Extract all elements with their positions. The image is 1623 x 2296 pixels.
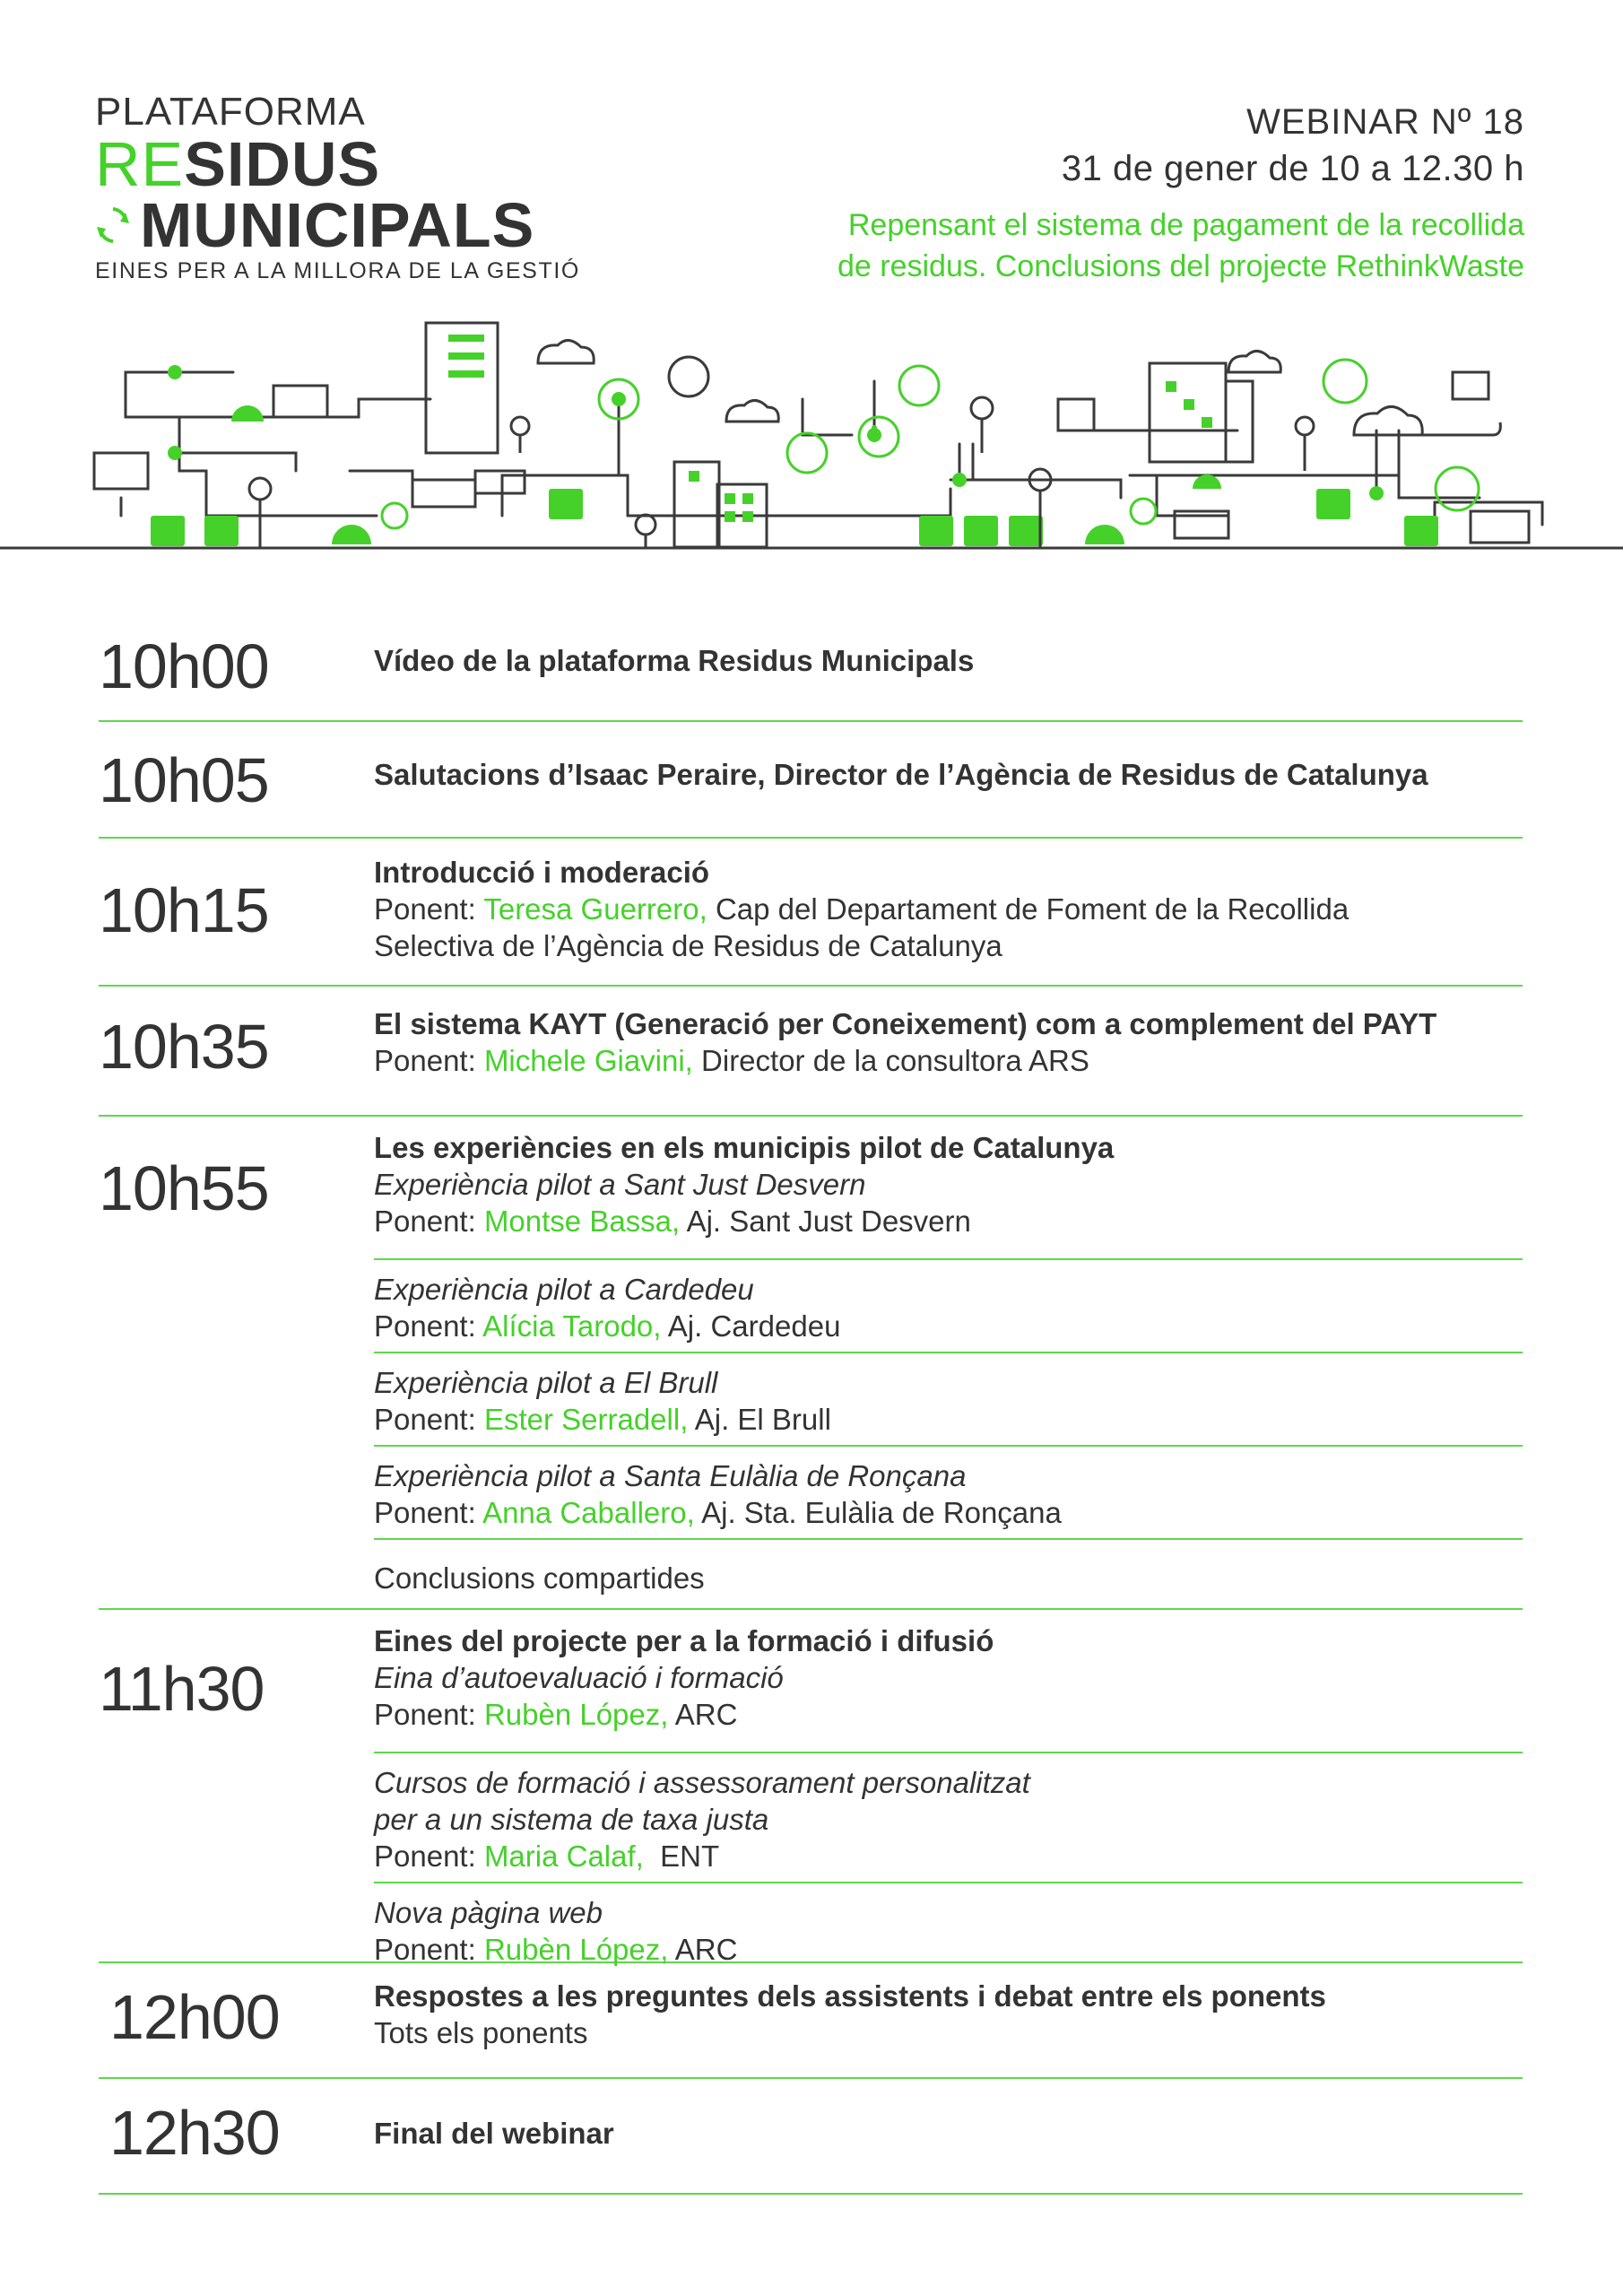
agenda-time: 10h15 xyxy=(99,875,269,945)
logo-line-residus xyxy=(95,129,597,199)
session-title-continued: per a un sistema de taxa justa xyxy=(374,1803,769,1836)
speaker-org: Aj. Sta. Eulàlia de Ronçana xyxy=(694,1496,1062,1529)
agenda-title: Vídeo de la plataforma Residus Municipals xyxy=(374,644,975,677)
session-title: Eina d’autoevaluació i formació xyxy=(374,1661,784,1694)
agenda-title: Eines del projecte per a la formació i difusió xyxy=(374,1624,994,1657)
agenda-item xyxy=(99,610,1523,722)
speaker-prefix: Ponent: xyxy=(374,1839,484,1873)
agenda-time: 10h55 xyxy=(99,1153,269,1223)
agenda-item xyxy=(99,839,1523,987)
session-title: Experiència pilot a Santa Eulàlia de Ronçana xyxy=(374,1459,967,1492)
agenda-title: Les experiències en els municipis pilot de Catalunya xyxy=(374,1131,1115,1164)
webinar-date: 31 de gener de 10 a 12.30 h xyxy=(1061,149,1524,188)
agenda-time: 10h05 xyxy=(99,745,269,815)
webinar-number: WEBINAR Nº 18 xyxy=(1246,102,1524,142)
speaker-prefix: Ponent: xyxy=(374,1933,484,1966)
session-title: Experiència pilot a Cardedeu xyxy=(374,1273,754,1306)
speaker-prefix: Ponent: xyxy=(374,1698,484,1731)
speaker-line: Tots els ponents xyxy=(374,2016,588,2049)
session-title: Experiència pilot a El Brull xyxy=(374,1366,718,1399)
logo-re-highlight: RE xyxy=(95,129,185,199)
speaker-line xyxy=(374,1931,1523,1968)
speaker-prefix: Ponent: xyxy=(374,1496,483,1529)
logo-line-municipals xyxy=(95,190,597,260)
session-block xyxy=(374,1166,1523,1260)
agenda-time: 10h00 xyxy=(99,631,269,701)
speaker-prefix: Ponent: xyxy=(374,1044,484,1077)
webinar-header xyxy=(628,99,1524,287)
logo-municipals-text: MUNICIPALS xyxy=(140,190,535,260)
speaker-line xyxy=(374,1494,1523,1531)
agenda-time: 11h30 xyxy=(99,1654,265,1724)
agenda-title: Introducció i moderació xyxy=(374,856,710,889)
speaker-prefix: Ponent: xyxy=(374,892,484,926)
speaker-org: ARC xyxy=(668,1933,738,1966)
speaker-name: Montse Bassa, xyxy=(483,1205,681,1238)
session-block xyxy=(374,1353,1523,1447)
speaker-line xyxy=(374,891,1523,927)
session-closing: Conclusions compartides xyxy=(374,1561,705,1595)
speaker-org: Aj. Sant Just Desvern xyxy=(680,1205,971,1238)
session-title: Experiència pilot a Sant Just Desvern xyxy=(374,1168,866,1201)
agenda-title: Salutacions d’Isaac Peraire, Director de l’Agència de Residus de Catalunya xyxy=(374,758,1428,791)
agenda-time: 10h35 xyxy=(99,1012,269,1082)
smart-city-waste-network-illustration xyxy=(0,309,1623,556)
speaker-role: Cap del Departament de Foment de la Recollida xyxy=(707,892,1350,926)
speaker-prefix: Ponent: xyxy=(374,1309,483,1343)
agenda-time: 12h30 xyxy=(109,2098,280,2168)
logo-tagline: EINES PER A LA MILLORA DE LA GESTIÓ xyxy=(95,258,580,283)
agenda-item xyxy=(99,1610,1523,1966)
agenda-item xyxy=(99,2079,1523,2195)
speaker-line xyxy=(374,1838,1523,1874)
agenda-time: 12h00 xyxy=(109,1982,280,2052)
session-title: Nova pàgina web xyxy=(374,1896,603,1929)
platform-logo xyxy=(95,90,597,284)
agenda-item xyxy=(99,987,1523,1117)
agenda-title: Respostes a les preguntes dels assistents i debat entre els ponents xyxy=(374,1979,1326,2013)
agenda-item xyxy=(99,1117,1523,1610)
speaker-name: Alícia Tarodo, xyxy=(482,1309,662,1343)
speaker-line xyxy=(374,1308,1523,1344)
speaker-name: Teresa Guerrero, xyxy=(483,892,707,926)
session-block xyxy=(374,1447,1523,1540)
session-block xyxy=(374,1260,1523,1353)
session-block xyxy=(374,1883,1523,1968)
speaker-role-continued: Selectiva de l’Agència de Residus de Catalunya xyxy=(374,929,1002,962)
logo-line-plataforma: PLATAFORMA xyxy=(95,90,366,134)
speaker-name: Michele Giavini, xyxy=(483,1044,693,1077)
speaker-org: ARC xyxy=(668,1698,738,1731)
agenda xyxy=(99,610,1523,2195)
agenda-item xyxy=(99,722,1523,839)
agenda-item xyxy=(99,1963,1523,2079)
speaker-line xyxy=(374,1203,1523,1239)
speaker-prefix: Ponent: xyxy=(374,1403,484,1436)
speaker-line xyxy=(374,1696,1523,1733)
agenda-title: Final del webinar xyxy=(374,2117,614,2150)
speaker-line xyxy=(374,1401,1523,1438)
session-block xyxy=(374,1659,1523,1753)
speaker-name: Ester Serradell, xyxy=(483,1403,689,1436)
speaker-prefix: Ponent: xyxy=(374,1205,484,1238)
speaker-name: Maria Calaf, xyxy=(483,1839,644,1873)
session-block xyxy=(374,1753,1523,1883)
speaker-org: ENT xyxy=(643,1839,720,1873)
speaker-org: Aj. El Brull xyxy=(688,1403,831,1436)
speaker-org: Aj. Cardedeu xyxy=(661,1309,841,1343)
webinar-title-line-2: de residus. Conclusions del projecte RethinkWaste xyxy=(837,249,1524,283)
speaker-name: Rubèn López, xyxy=(483,1933,669,1966)
speaker-name: Anna Caballero, xyxy=(482,1496,695,1529)
session-title: Cursos de formació i assessorament personalitzat xyxy=(374,1766,1030,1799)
recycle-arrows-icon xyxy=(95,202,131,248)
speaker-line xyxy=(374,1042,1523,1079)
webinar-title-line-1: Repensant el sistema de pagament de la recollida xyxy=(847,208,1524,242)
agenda-title: El sistema KAYT (Generació per Coneixement) com a complement del PAYT xyxy=(374,1007,1437,1040)
logo-sidus: SIDUS xyxy=(184,129,381,199)
webinar-title xyxy=(628,204,1524,287)
speaker-name: Rubèn López, xyxy=(483,1698,669,1731)
speaker-role: Director de la consultora ARS xyxy=(692,1044,1089,1077)
